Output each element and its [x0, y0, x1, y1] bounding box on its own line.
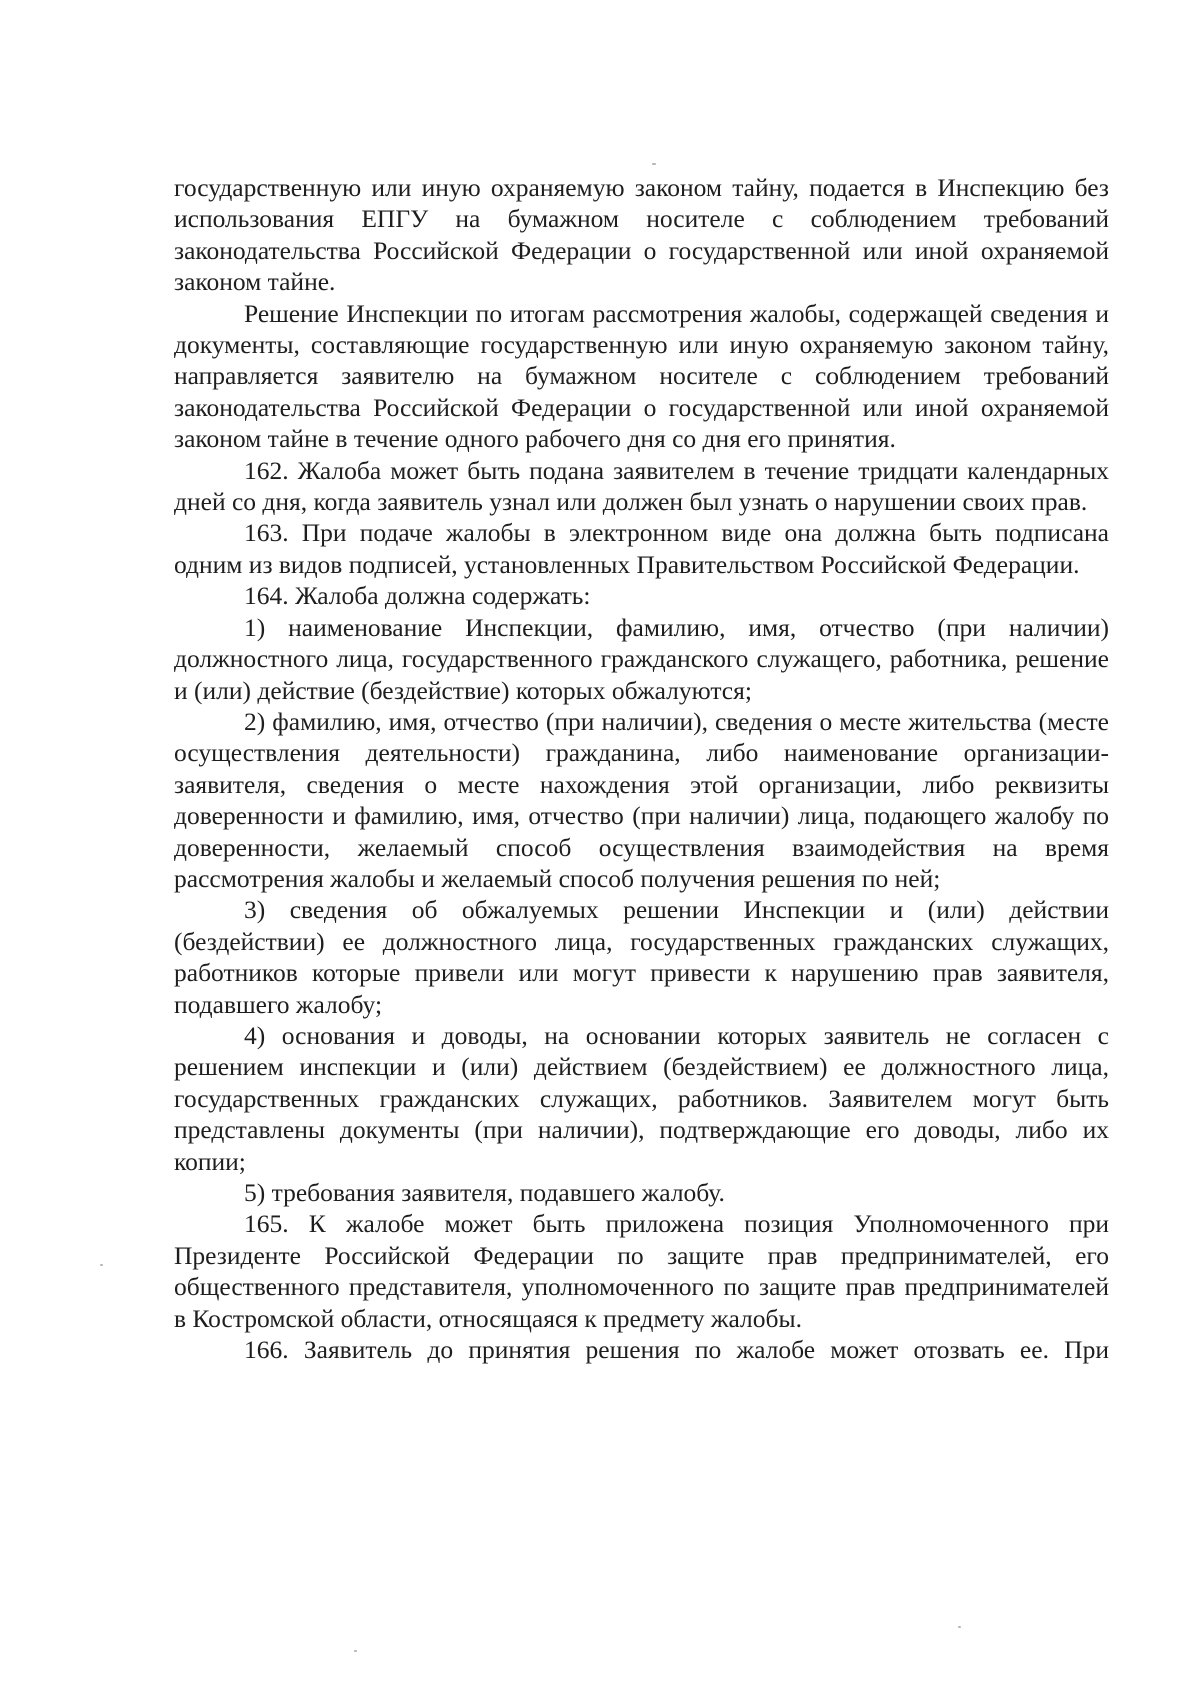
- paragraph-163: 163. При подаче жалобы в электронном виде она должна быть подписана одним из видов подписей, установленных Правительством Российской Федерации.: [174, 518, 1109, 579]
- list-item-5: 5) требования заявителя, подавшего жалобу.: [244, 1178, 725, 1207]
- paragraph-164: 164. Жалоба должна содержать:: [244, 581, 591, 611]
- paragraph-decision: Решение Инспекции по итогам рассмотрения жалобы, содержащей сведения и документы, составляющие государственную или иную охраняемую законом тайну, направляется заявителю на бумажном носителе с соблюдением требований законодательства Российской Федерации о государственной или иной охраняемой законом тайне в течение одного рабочего дня со дня его принятия.: [174, 298, 1109, 454]
- paragraph-continuation: государственную или иную охраняемую законом тайну, подается в Инспекцию без использования ЕПГУ на бумажном носителе с соблюдением требований законодательства Российской Федерации о государственной или иной охраняемой законом тайне.: [174, 173, 1109, 297]
- scan-speck: [100, 1264, 103, 1266]
- scan-speck: [652, 163, 656, 165]
- list-item-3: 3) сведения об обжалуемых решении Инспекции и (или) действии (бездействии) ее должностного лица, государственных гражданских служащих, работников которые привели или могут привести к нарушению прав заявителя, подавшего жалобу;: [174, 895, 1109, 1019]
- list-item-2: 2) фамилию, имя, отчество (при наличии), сведения о месте жительства (месте осуществления деятельности) гражданина, либо наименование организации-заявителя, сведения о месте нахождения этой организации, либо реквизиты доверенности и фамилию, имя, отчество (при наличии) лица, подающего жалобу по доверенности, желаемый способ осуществления взаимодействия на время рассмотрения жалобы и желаемый способ получения решения по ней;: [174, 706, 1109, 893]
- paragraph-166: 166. Заявитель до принятия решения по жалобе может отозвать ее. При: [244, 1335, 1109, 1365]
- document-body: [174, 172, 1109, 1365]
- scan-speck: [354, 1650, 357, 1652]
- paragraph-162: 162. Жалоба может быть подана заявителем в течение тридцати календарных дней со дня, когда заявитель узнал или должен был узнать о нарушении своих прав.: [174, 455, 1109, 517]
- paragraph-165: 165. К жалобе может быть приложена позиция Уполномоченного при Президенте Российской Федерации по защите прав предпринимателей, его общественного представителя, уполномоченного по защите прав предпринимателей в Костромской области, относящаяся к предмету жалобы.: [174, 1209, 1109, 1333]
- list-item-4: 4) основания и доводы, на основании которых заявитель не согласен с решением инспекции и (или) действием (бездействием) ее должностного лица, государственных гражданских служащих, работников. Заявителем могут быть представлены документы (при наличии), подтверждающие его доводы, либо их копии;: [174, 1020, 1109, 1176]
- list-item-1: 1) наименование Инспекции, фамилию, имя, отчество (при наличии) должностного лица, государственного гражданского служащего, работника, решение и (или) действие (бездействие) которых обжалуются;: [174, 612, 1109, 705]
- scan-speck: [958, 1626, 961, 1628]
